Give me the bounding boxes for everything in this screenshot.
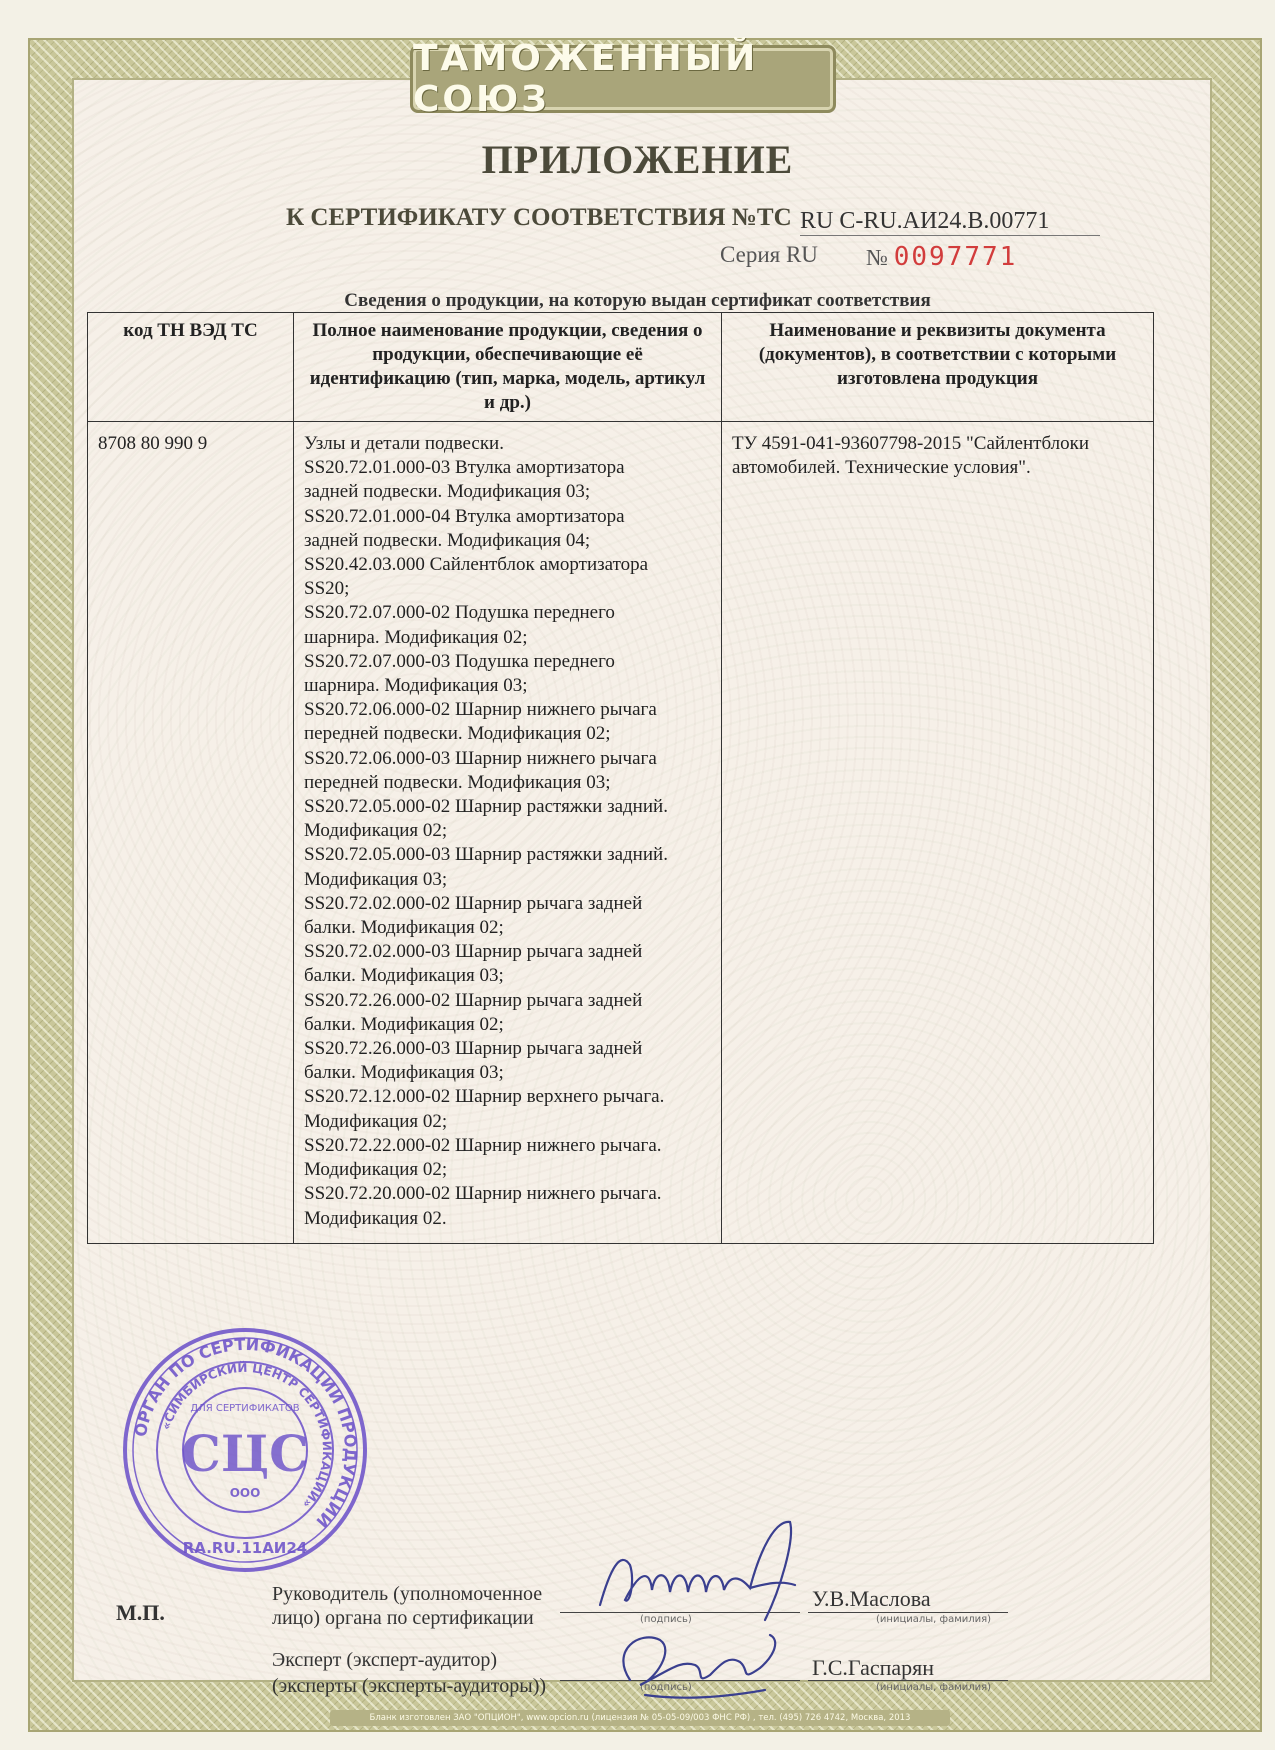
product-line: SS20; [304, 578, 350, 600]
series-label: Серия [720, 242, 781, 267]
customs-union-banner [410, 38, 836, 120]
product-line: Модификация 03; [304, 868, 448, 890]
expert-label-line-2: (эксперты (эксперты-аудиторы)) [272, 1675, 547, 1697]
stamp-ring-text: ОРГАН ПО СЕРТИФИКАЦИИ ПРОДУКЦИИ [130, 1334, 361, 1532]
header-hs-code: код ТН ВЭД ТС [88, 313, 294, 422]
head-name-caption: (инициалы, фамилия) [876, 1614, 992, 1625]
product-line: балки. Модификация 03; [304, 965, 504, 987]
product-line: SS20.72.07.000-02 Подушка переднего [304, 602, 615, 624]
product-line: Модификация 02. [304, 1207, 447, 1229]
banner-text: ТАМОЖЕННЫЙ СОЮЗ [413, 38, 759, 120]
certificate-subtitle: К СЕРТИФИКАТУ СООТВЕТСТВИЯ [286, 204, 726, 231]
product-line: Модификация 02; [304, 820, 448, 842]
product-line: передней подвески. Модификация 03; [304, 771, 611, 793]
product-line: SS20.72.05.000-03 Шарнир растяжки задний. [304, 844, 668, 866]
product-line: SS20.72.07.000-03 Подушка переднего [304, 650, 615, 672]
product-line: балки. Модификация 02; [304, 917, 504, 939]
blank-number-label: № [866, 245, 888, 270]
head-label-line-2: лицо) органа по сертификации [272, 1607, 534, 1629]
certificate-number: RU C-RU.АИ24.В.00771 [800, 208, 1100, 236]
product-line: SS20.72.01.000-04 Втулка амортизатора [304, 505, 625, 527]
product-line: Модификация 02; [304, 1110, 448, 1132]
product-line: шарнира. Модификация 03; [304, 675, 528, 697]
stamp-inner-ring-text: «СИМБИРСКИЙ ЦЕНТР СЕРТИФИКАЦИИ» [158, 1360, 335, 1511]
stamp-accreditation: RA.RU.11АИ24 [182, 1539, 308, 1557]
product-line: балки. Модификация 02; [304, 1013, 504, 1035]
product-line: балки. Модификация 03; [304, 1062, 504, 1084]
series-field [720, 242, 818, 268]
expert-signature-caption: (подпись) [640, 1682, 692, 1693]
expert-handwritten-signature [600, 1610, 800, 1710]
stamp-monogram: СЦС [181, 1424, 309, 1483]
product-line: задней подвески. Модификация 04; [304, 529, 591, 551]
product-line: Модификация 02; [304, 1159, 448, 1181]
product-line: SS20.72.20.000-02 Шарнир нижнего рычага. [304, 1183, 662, 1205]
product-table [87, 312, 1154, 1244]
product-line: SS20.72.26.000-02 Шарнир рычага задней [304, 989, 643, 1011]
product-list-cell [294, 422, 722, 1244]
blank-number-field [866, 242, 1017, 272]
hs-code-cell: 8708 80 990 9 [88, 422, 294, 1244]
product-line: SS20.72.05.000-02 Шарнир растяжки задний. [304, 796, 668, 818]
header-product-name: Полное наименование продукции, сведения о продукции, обеспечивающие её идентификацию (тип, марка, модель, артикул и др.) [294, 313, 722, 422]
product-line: SS20.42.03.000 Сайлентблок амортизатора [304, 554, 649, 576]
product-line: SS20.72.01.000-03 Втулка амортизатора [304, 457, 625, 479]
expert-name-line [808, 1680, 1008, 1681]
product-line: SS20.72.22.000-02 Шарнир нижнего рычага. [304, 1134, 662, 1156]
blank-number: 0097771 [893, 242, 1018, 272]
product-line: шарнира. Модификация 02; [304, 626, 528, 648]
certificate-heading [286, 204, 792, 232]
product-line: Узлы и детали подвески. [304, 433, 504, 454]
product-line: SS20.72.06.000-03 Шарнир нижнего рычага [304, 747, 657, 769]
expert-label-line-1: Эксперт (эксперт-аудитор) [272, 1649, 498, 1671]
head-signature-caption: (подпись) [640, 1614, 692, 1625]
expert-name-caption: (инициалы, фамилия) [876, 1682, 992, 1693]
stamp-org-form: ООО [229, 1486, 261, 1500]
product-line: SS20.72.12.000-02 Шарнир верхнего рычага. [304, 1086, 665, 1108]
product-line: SS20.72.02.000-03 Шарнир рычага задней [304, 941, 643, 963]
document-title: ПРИЛОЖЕНИЕ [481, 137, 794, 182]
product-line: SS20.72.02.000-02 Шарнир рычага задней [304, 892, 643, 914]
head-label-line-1: Руководитель (уполномоченное [272, 1583, 543, 1605]
standard-document-cell: ТУ 4591-041-93607798-2015 "Сайлентблоки автомобилей. Технические условия". [722, 422, 1154, 1244]
certification-body-stamp [120, 1325, 370, 1575]
certificate-number-prefix: №ТС [731, 204, 792, 231]
product-line: передней подвески. Модификация 02; [304, 723, 611, 745]
stamp-center-top: ДЛЯ СЕРТИФИКАТОВ [190, 1403, 300, 1414]
product-line: SS20.72.06.000-02 Шарнир нижнего рычага [304, 699, 657, 721]
printer-info: Бланк изготовлен ЗАО "ОПЦИОН", www.opcion.ru (лицензия № 05-05-09/003 ФНС РФ) , тел. (495) 726 4742, Москва, 2013 [369, 1713, 911, 1723]
series-value: RU [785, 242, 818, 267]
product-line: задней подвески. Модификация 03; [304, 481, 591, 503]
head-name: У.В.Маслова [812, 1586, 931, 1611]
expert-name: Г.С.Гаспарян [812, 1655, 935, 1680]
table-caption: Сведения о продукции, на которую выдан сертификат соответствия [344, 290, 931, 311]
seal-place-label: М.П. [116, 1600, 165, 1625]
product-line: SS20.72.26.000-03 Шарнир рычага задней [304, 1038, 643, 1060]
printer-footer [330, 1710, 950, 1726]
table-header-row [88, 313, 1154, 422]
table-row [88, 422, 1154, 1244]
header-standard-document: Наименование и реквизиты документа (документов), в соответствии с которыми изготовлена продукция [722, 313, 1154, 422]
